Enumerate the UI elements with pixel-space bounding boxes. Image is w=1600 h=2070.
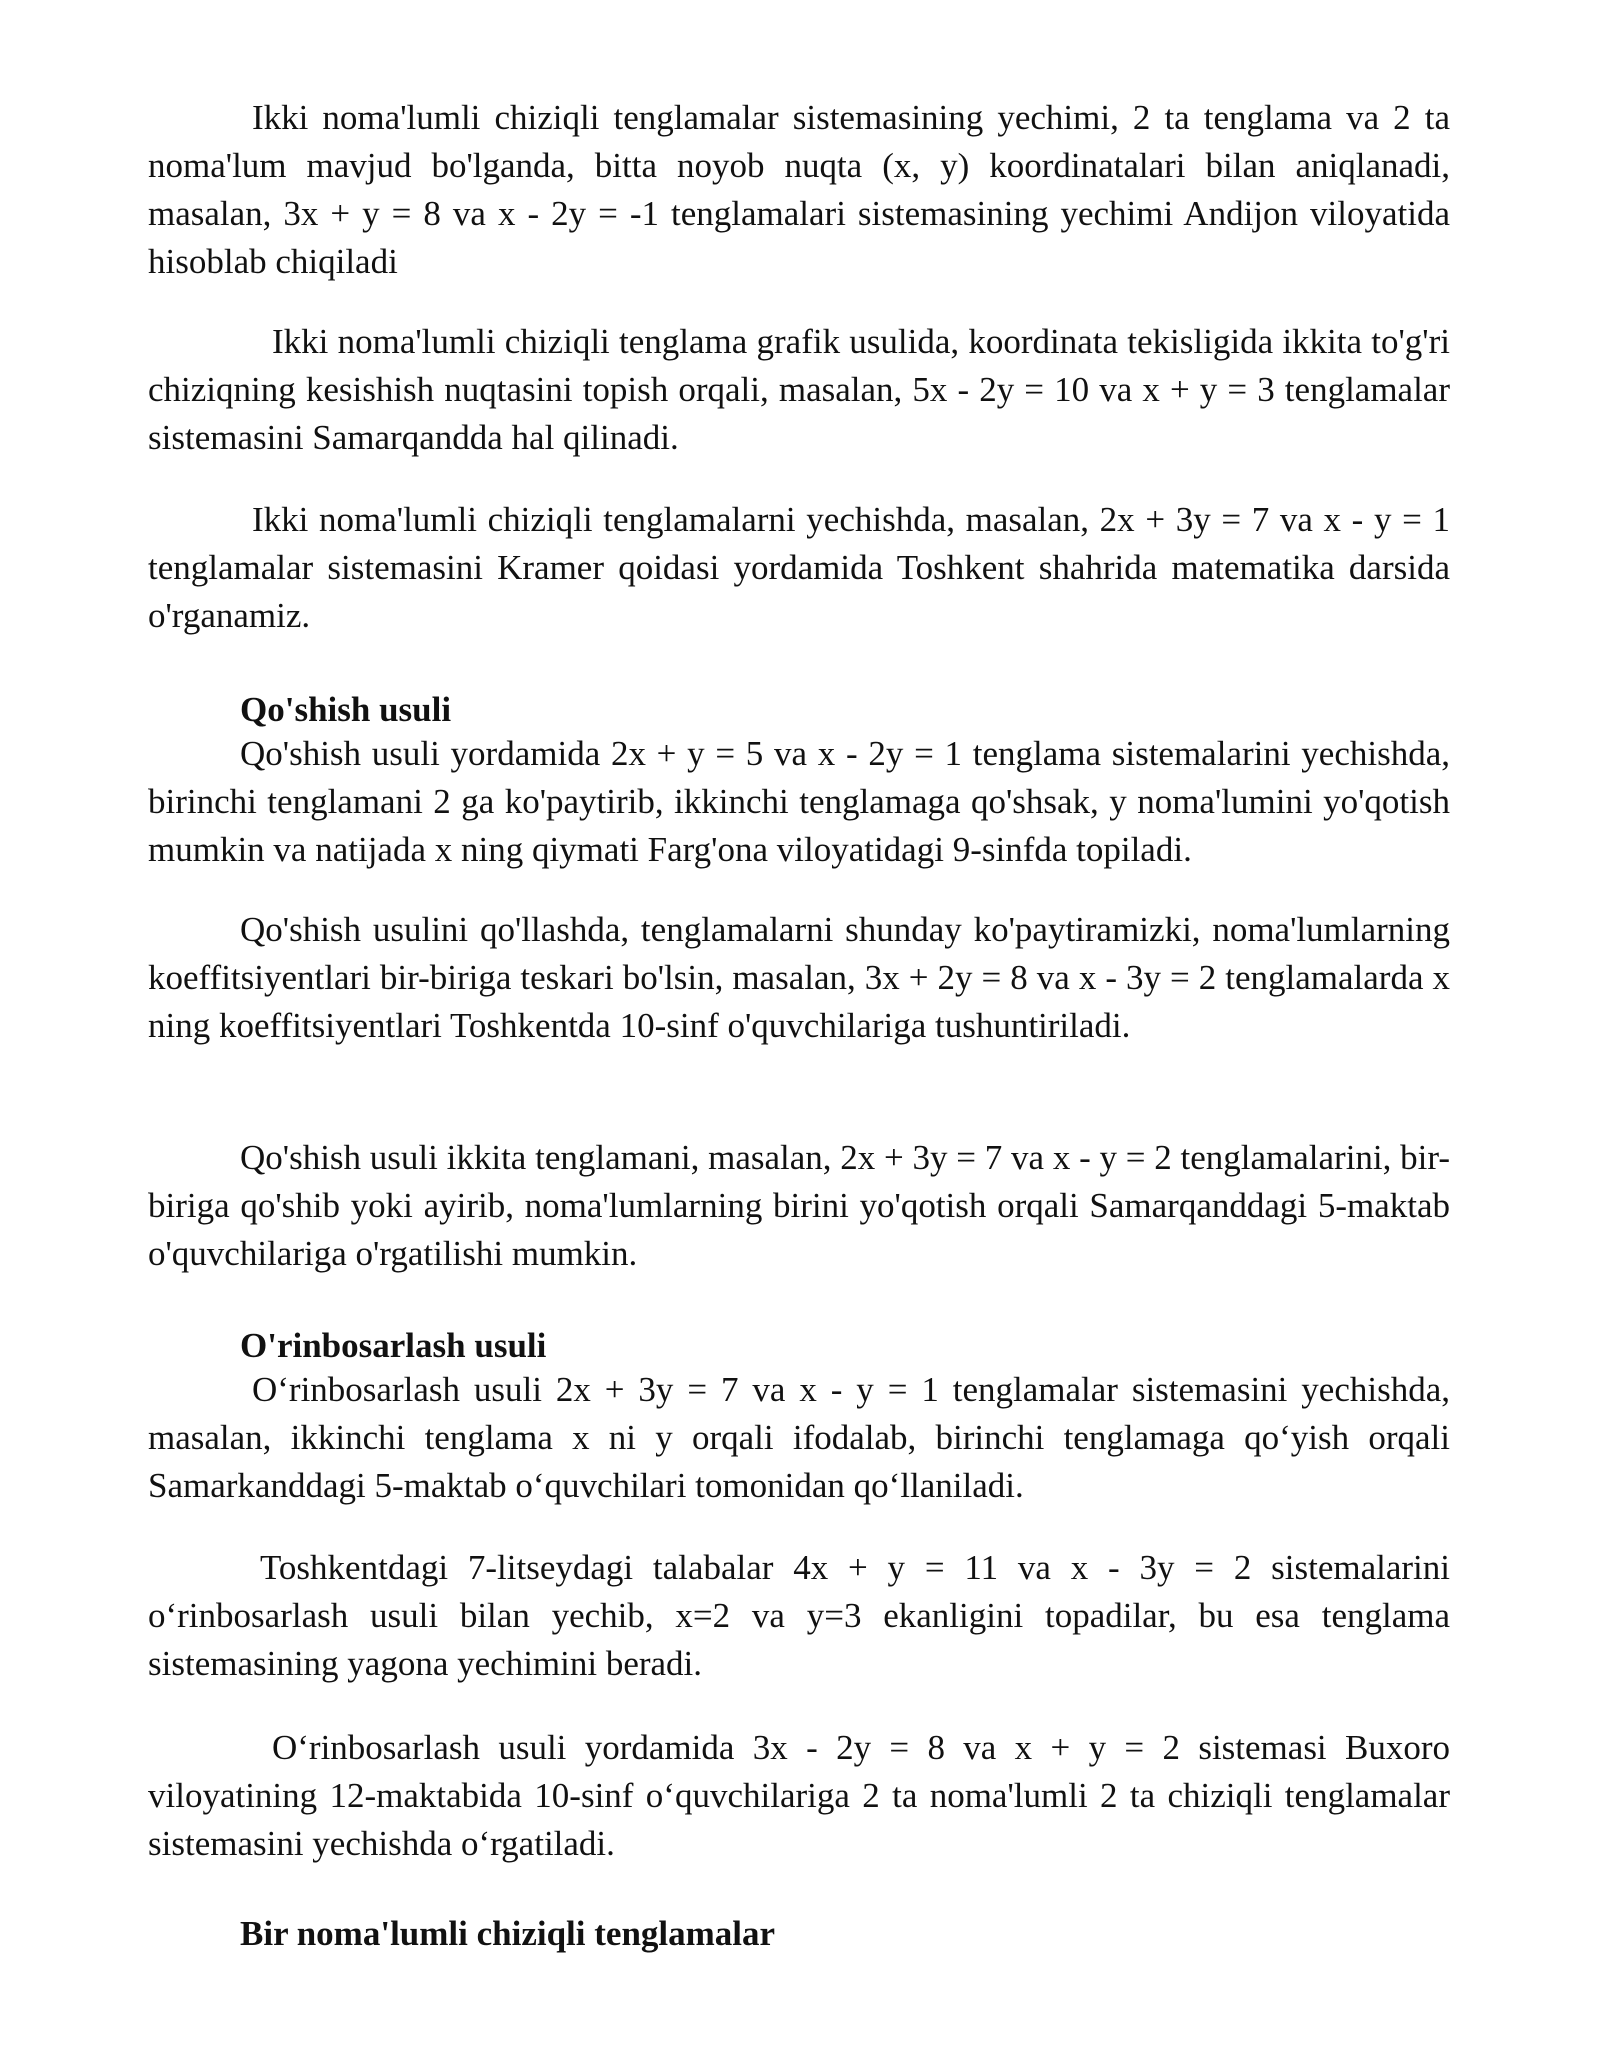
paragraph-substitution-example-2: Toshkentdagi 7-litseydagi talabalar 4x + y = 11 va x - 3y = 2 sistemalarini o‘rinbosarlash usuli bilan yechib, x=2 va y=3 ekanligini topadilar, bu esa tenglama sistemasining yagona yechimini beradi. xyxy=(148,1548,1450,1683)
paragraph-intro-system-solution: Ikki noma'lumli chiziqli tenglamalar sistemasining yechimi, 2 ta tenglama va 2 ta noma'lum mavjud bo'lganda, bitta noyob nuqta (x, y) koordinatalari bilan aniqlanadi, masalan, 3x + y = 8 va x - 2y = -1 tenglamalari sistemasining yechimi Andijon viloyatida hisoblab chiqiladi xyxy=(148,98,1450,281)
heading-addition-method: Qo'shish usuli xyxy=(240,690,452,729)
paragraph-addition-example-2: Qo'shish usulini qo'llashda, tenglamalarni shunday ko'paytiramizki, noma'lumlarning koeffitsiyentlari bir-biriga teskari bo'lsin, masalan, 3x + 2y = 8 va x - 3y = 2 tenglamalarda x ning koeffitsiyentlari Toshkentda 10-sinf o'quvchilariga tushuntiriladi. xyxy=(148,910,1450,1045)
heading-substitution-method: O'rinbosarlash usuli xyxy=(240,1326,547,1365)
paragraph-graphical-method: Ikki noma'lumli chiziqli tenglama grafik usulida, koordinata tekisligida ikkita to'g'ri chiziqning kesishish nuqtasini topish orqali, masalan, 5x - 2y = 10 va x + y = 3 tenglamalar sistemasini Samarqandda hal qilinadi. xyxy=(148,322,1450,457)
paragraph-addition-example-3: Qo'shish usuli ikkita tenglamani, masalan, 2x + 3y = 7 va x - y = 2 tenglamalarini, bir-biriga qo'shib yoki ayirib, noma'lumlarning birini yo'qotish orqali Samarqanddagi 5-maktab o'quvchilariga o'rgatilishi mumkin. xyxy=(148,1138,1450,1273)
paragraph-cramer-rule: Ikki noma'lumli chiziqli tenglamalarni yechishda, masalan, 2x + 3y = 7 va x - y = 1 tenglamalar sistemasini Kramer qoidasi yordamida Toshkent shahrida matematika darsida o'rganamiz. xyxy=(148,500,1450,635)
heading-one-unknown-equations: Bir noma'lumli chiziqli tenglamalar xyxy=(240,1914,776,1953)
paragraph-substitution-example-3: O‘rinbosarlash usuli yordamida 3x - 2y = 8 va x + y = 2 sistemasi Buxoro viloyatining 12-maktabida 10-sinf o‘quvchilariga 2 ta noma'lumli 2 ta chiziqli tenglamalar sistemasini yechishda o‘rgatiladi. xyxy=(148,1728,1450,1863)
paragraph-addition-example-1: Qo'shish usuli yordamida 2x + y = 5 va x - 2y = 1 tenglama sistemalarini yechishda, birinchi tenglamani 2 ga ko'paytirib, ikkinchi tenglamaga qo'shsak, y noma'lumini yo'qotish mumkin va natijada x ning qiymati Farg'ona viloyatidagi 9-sinfda topiladi. xyxy=(148,734,1450,869)
paragraph-substitution-example-1: O‘rinbosarlash usuli 2x + 3y = 7 va x - y = 1 tenglamalar sistemasini yechishda, masalan, ikkinchi tenglama x ni y orqali ifodalab, birinchi tenglamaga qo‘yish orqali Samarkanddagi 5-maktab o‘quvchilari tomonidan qo‘llaniladi. xyxy=(148,1370,1450,1505)
